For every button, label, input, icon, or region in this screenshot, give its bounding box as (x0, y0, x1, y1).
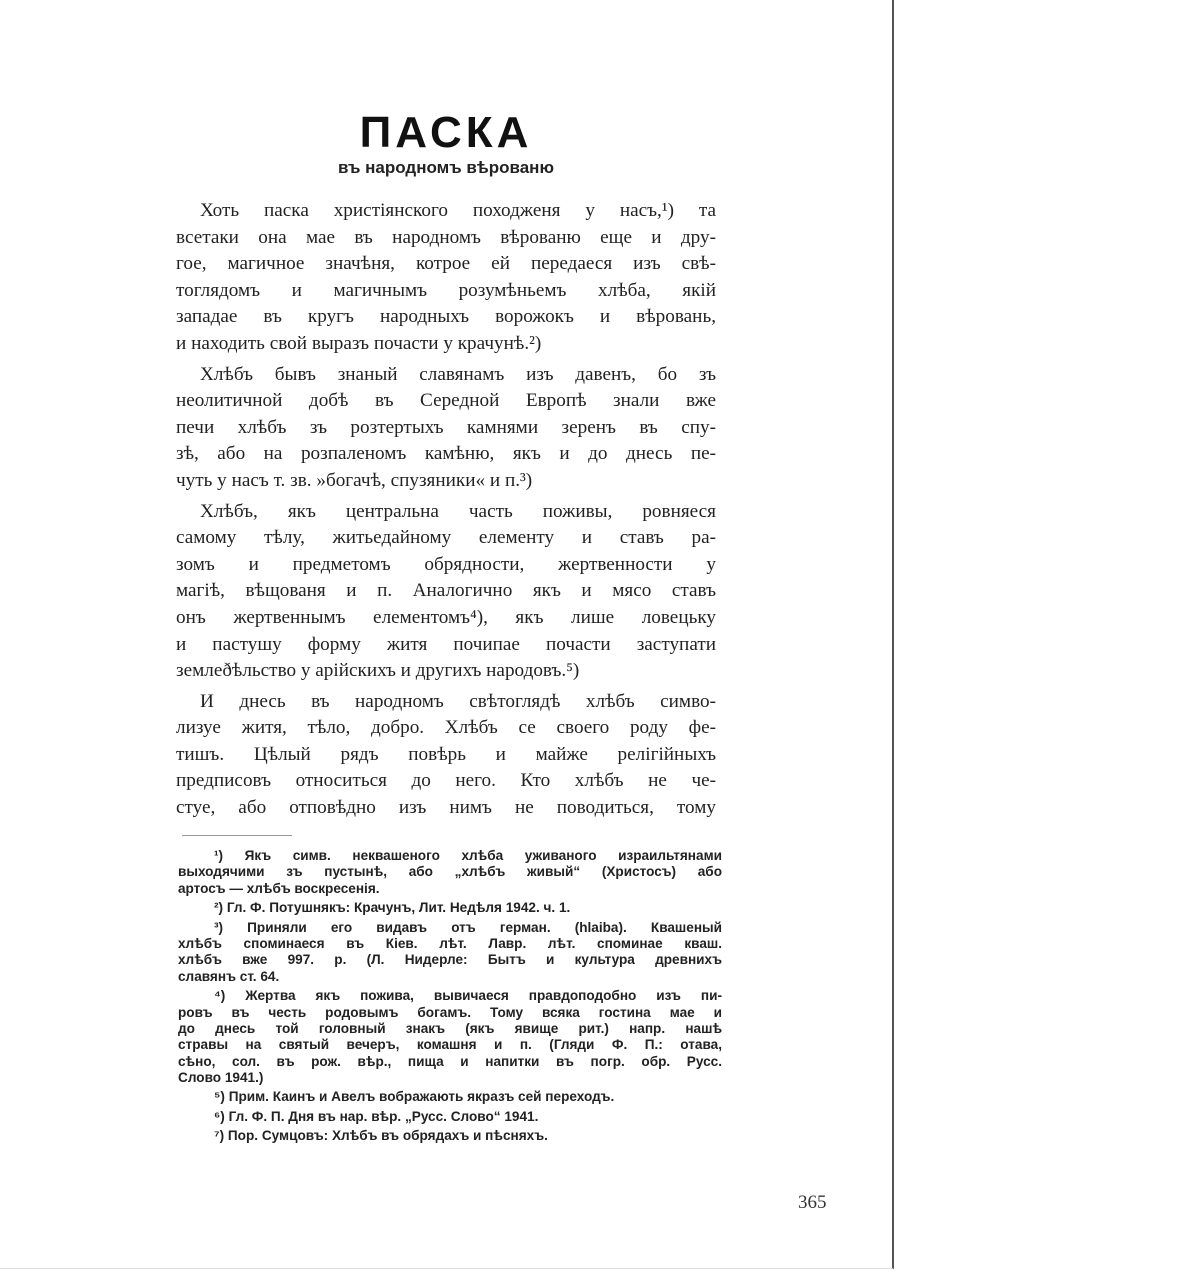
page-subtitle: въ народномъ вѣрованю (338, 158, 554, 177)
footnote (178, 848, 722, 897)
text-line: и находить свой выразъ почасти у крачунѣ.²) (176, 332, 542, 354)
footnote-line: ровъ въ честь родовымъ богамъ. Тому всяка гостина мае и (178, 1004, 722, 1020)
footnote-line: славянъ ст. 64. (178, 968, 280, 984)
text-line: лизуе житя, тѣло, добро. Хлѣбъ се своего роду фе- (176, 717, 716, 739)
footnote-line: до днесь той головный знакъ (якъ явище рит.) напр. нашѣ (178, 1020, 722, 1036)
text-line: И днесь въ народномъ свѣтоглядѣ хлѣбъ симво- (200, 690, 716, 712)
footnote-line: Слово 1941.) (178, 1070, 264, 1086)
paragraph (176, 689, 716, 822)
text-line: тоглядомъ и магичнымъ розумѣньемъ хлѣба, якій (176, 279, 716, 301)
text-line: землеðѣльство у арійскихъ и другихъ народовъ.⁵) (176, 660, 580, 682)
text-line: гое, магичное значѣня, котрое ей передаеся изъ свѣ- (176, 253, 716, 275)
paragraph (176, 198, 716, 358)
text-line: всетаки она мае въ народномъ вѣрованю еще и дру- (176, 226, 716, 248)
page-number: 365 (798, 1192, 827, 1213)
text-line: печи хлѣбъ зъ розтертыхъ камнями зеренъ въ спу- (176, 416, 716, 438)
body-text (176, 198, 716, 826)
footnote-line: ⁷) Пор. Сумцовъ: Хлѣбъ въ обрядахъ и пѣсняхъ. (214, 1128, 548, 1144)
footnote-divider (182, 835, 292, 836)
footnote (178, 920, 722, 986)
text-line: Хлѣбъ, якъ центральна часть поживы, ровняеся (200, 500, 716, 522)
paragraph (176, 499, 716, 685)
footnote (178, 1109, 722, 1125)
footnote-line: ²) Гл. Ф. Потушнякъ: Крачунъ, Лит. Недѣля 1942. ч. 1. (214, 900, 571, 916)
footnote (178, 900, 722, 916)
text-line: зѣ, або на розпаленомъ камѣню, якъ и до днесь пе- (176, 443, 716, 465)
text-line: западае въ кругъ народныхъ ворожокъ и вѣровань, (176, 306, 716, 328)
text-line: онъ жертвеннымъ елементомъ⁴), якъ лише ловецьку (176, 606, 716, 628)
footnote (178, 988, 722, 1086)
footnote-line: выходячими зъ пустынѣ, або „хлѣбъ живый“ (Христосъ) або (178, 864, 722, 880)
footnote (178, 1128, 722, 1144)
footnote-line: сѣно, сол. въ рож. вѣр., пища и напитки въ погр. обр. Русс. (178, 1053, 722, 1069)
text-line: магіѣ, вѣщованя и п. Аналогично якъ и мясо ставъ (176, 580, 716, 602)
footnote-line: ¹) Якъ симв. неквашеного хлѣба уживаного израильтянами (214, 848, 722, 863)
footnote-line: ⁴) Жертва якъ пожива, вывичаеся правдоподобно изъ пи- (214, 988, 722, 1004)
text-line: и пастушу форму житя почипае почасти заступати (176, 633, 716, 655)
footnote-line: ⁵) Прим. Каинъ и Авелъ вображають якразъ сей переходъ. (214, 1089, 615, 1105)
footnote-line: артосъ — хлѣбъ воскресенія. (178, 880, 380, 896)
text-line: тишъ. Цѣлый рядъ повѣрь и майже релігійныхъ (176, 743, 716, 765)
text-line: чуть у насъ т. зв. »богачѣ, спузяники« и п.³) (176, 469, 533, 491)
footnote (178, 1089, 722, 1105)
paragraph (176, 362, 716, 495)
text-line: Хлѣбъ бывъ знаный славянамъ изъ давенъ, бо зъ (200, 363, 716, 385)
text-line: зомъ и предметомъ обрядности, жертвенности у (176, 553, 716, 575)
text-line: неолитичной добѣ въ Середной Европѣ знали вже (176, 390, 716, 412)
footnote-line: стравы на святый вечеръ, комашня и п. (Гляди Ф. П.: отава, (178, 1037, 722, 1053)
text-line: Хоть паска христіянского походженя у насъ,¹) та (200, 200, 716, 221)
footnote-line: ⁶) Гл. Ф. П. Дня въ нар. вѣр. „Русс. Слово“ 1941. (214, 1108, 539, 1124)
footnote-line: ³) Приняли его видавъ отъ герман. (hlaiba). Квашеный (214, 919, 722, 935)
footnote-line: хлѣбъ вже 997. р. (Л. Нидерле: Бытъ и культура древнихъ (178, 952, 722, 968)
text-line: стуе, або отповѣдно изъ нимъ не поводиться, тому (176, 797, 716, 819)
text-line: самому тѣлу, житьедайному елементу и ставъ ра- (176, 527, 716, 549)
footnotes (178, 848, 722, 1148)
text-line: предписовъ относиться до него. Кто хлѣбъ не че- (176, 770, 716, 792)
page-title: ПАСКА (359, 108, 533, 157)
footnote-line: хлѣбъ споминаеся въ Кіев. лѣт. Лавр. лѣт. споминае кваш. (178, 935, 722, 951)
